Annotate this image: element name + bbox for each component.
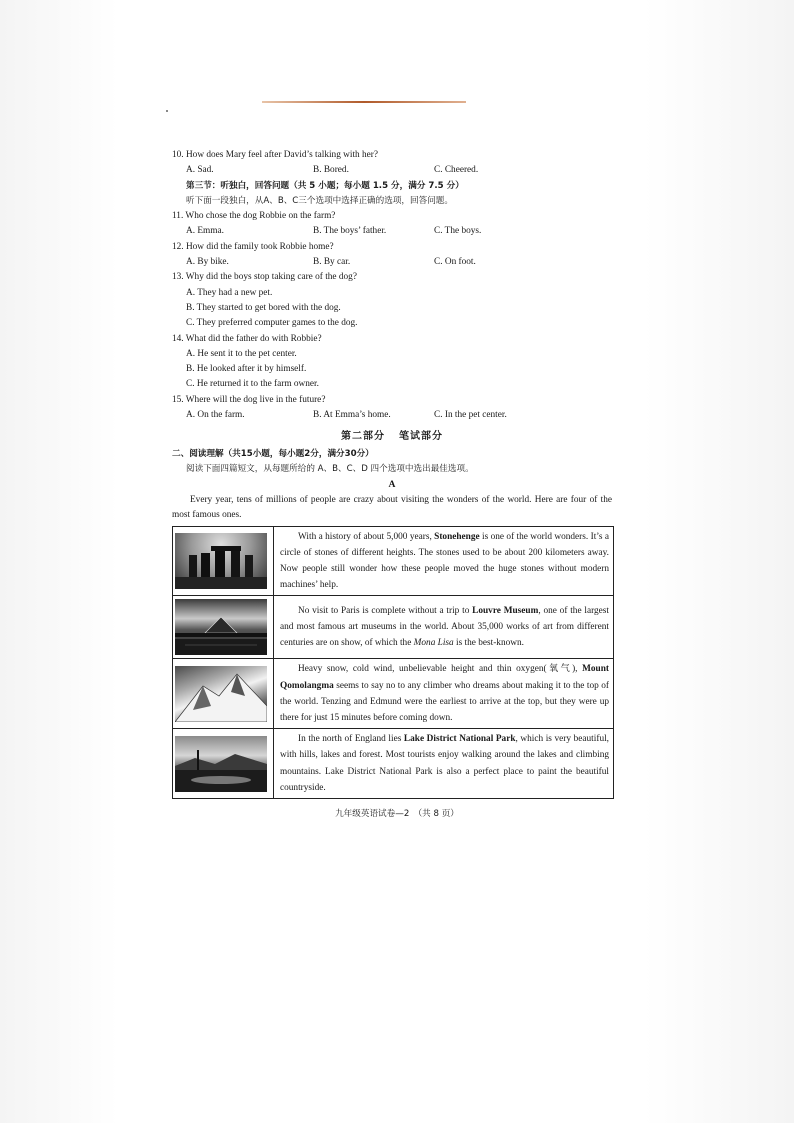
scan-shadow-right — [644, 0, 794, 1123]
louvre-photo — [175, 599, 267, 655]
scan-shadow-left — [0, 0, 118, 1123]
question-14-option-b: B. He looked after it by himself. — [186, 364, 307, 375]
table-row — [173, 659, 614, 729]
question-13-option-b: B. They started to get bored with the dog. — [186, 302, 341, 313]
option-a: A. On the farm. — [186, 410, 245, 421]
option-c: C. Cheered. — [434, 165, 479, 176]
question-10: 10. How does Mary feel after David’s talking with her? — [172, 150, 379, 160]
option-c: C. The boys. — [434, 226, 482, 237]
wonders-table — [172, 526, 614, 799]
option-b: B. At Emma’s home. — [313, 410, 391, 421]
option-a: A. By bike. — [186, 257, 229, 268]
option-c: C. On foot. — [434, 257, 476, 268]
table-row — [173, 526, 614, 596]
header-rule — [262, 101, 466, 103]
passage-label: A — [388, 479, 396, 491]
option-a: A. Emma. — [186, 226, 224, 237]
option-c: C. In the pet center. — [434, 410, 507, 421]
exam-page-content — [172, 148, 612, 799]
question-14: 14. What did the father do with Robbie? — [172, 333, 322, 344]
table-row — [173, 596, 614, 659]
option-b: B. Bored. — [313, 165, 349, 176]
question-15: 15. Where will the dog live in the future? — [172, 394, 326, 405]
question-13-option-a: A. They had a new pet. — [186, 287, 273, 298]
page-footer: 九年级英语试卷—2 （共 8 页） — [335, 809, 459, 819]
stonehenge-photo — [175, 533, 267, 589]
option-a: A. Sad. — [186, 165, 214, 176]
section-3-title: 第三节：听独白，回答问题（共 5 小题；每小题 1.5 分，满分 7.5 分） — [186, 180, 464, 191]
question-11: 11. Who chose the dog Robbie on the farm? — [172, 211, 336, 222]
lake-district-text: In the north of England lies Lake District National Park, which is very beautiful, with hills, lakes and forest. Most tourists enjoy walking around the lakes and climbing mountains. Lake District National Park is also a perfect place to paint the beautiful countryside. — [274, 729, 614, 799]
section-3-instruction: 听下面一段独白，从A、B、C三个选项中选择正确的选项，回答问题。 — [186, 195, 453, 206]
option-b: B. The boys’ father. — [313, 226, 387, 237]
passage-intro: Every year, tens of millions of people are crazy about visiting the wonders of the world. Here are four of the most famous ones. — [172, 494, 612, 521]
question-12-options — [172, 255, 612, 270]
question-11-options — [172, 224, 612, 239]
question-13: 13. Why did the boys stop taking care of the dog? — [172, 272, 357, 283]
lake-district-photo — [175, 736, 267, 792]
question-14-option-a: A. He sent it to the pet center. — [186, 348, 297, 359]
option-b: B. By car. — [313, 257, 351, 268]
qomolangma-photo — [175, 666, 267, 722]
reading-instruction: 阅读下面四篇短文，从每题所给的 A、B、C、D 四个选项中选出最佳选项。 — [186, 463, 474, 474]
question-14-option-c: C. He returned it to the farm owner. — [186, 379, 319, 390]
reading-section-heading: 二、阅读理解（共15小题，每小题2分，满分30分） — [172, 448, 374, 459]
question-10-options — [172, 163, 612, 178]
table-row — [173, 729, 614, 799]
question-15-options — [172, 408, 612, 423]
louvre-text: No visit to Paris is complete without a trip to Louvre Museum, one of the largest and most famous art museums in the world. About 35,000 works of art from different centuries are on show, of which the Mona Lisa is the best-known. — [274, 596, 614, 659]
scan-speck — [166, 110, 168, 112]
question-13-option-c: C. They preferred computer games to the dog. — [186, 318, 358, 329]
part-2-title: 第二部分 笔试部分 — [341, 431, 443, 443]
question-12: 12. How did the family took Robbie home? — [172, 241, 334, 252]
qomolangma-text: Heavy snow, cold wind, unbelievable height and thin oxygen(氧气), Mount Qomolangma seems to say no to any climber who dreams about making it to the top of the world. Tenzing and Edmund were the earliest to arrive at the top, but they were up there for just 15 minutes before coming down. — [274, 659, 614, 729]
stonehenge-text: With a history of about 5,000 years, Stonehenge is one of the world wonders. It’s a circle of stones of different heights. The stones used to be about 200 kilometers away. Now people still wonder how these people moved the huge stones without modern machines’ help. — [274, 526, 614, 596]
